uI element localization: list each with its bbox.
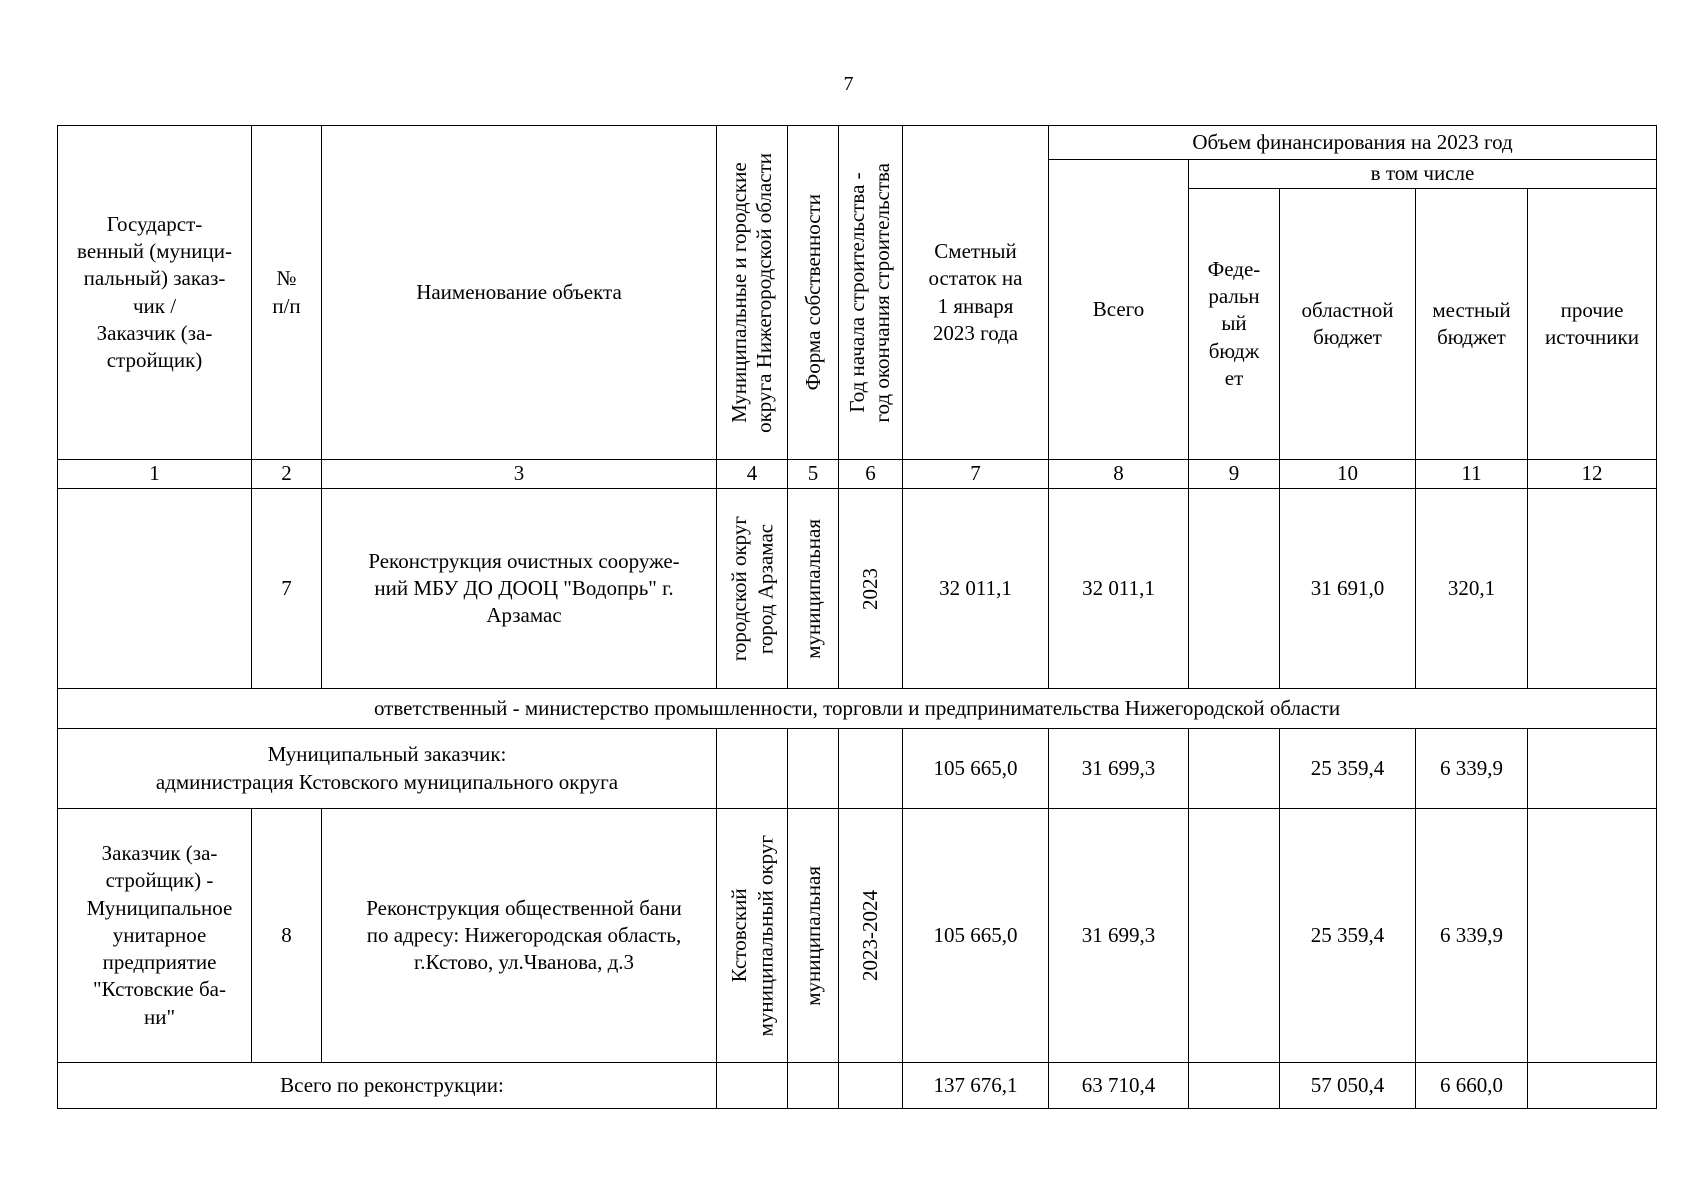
row7-object: Реконструкция очистных сооруже- ний МБУ ДО ДООЦ "Водопрь" г. Арзамас bbox=[322, 489, 717, 689]
row8-federal bbox=[1189, 809, 1280, 1063]
col-num-5: 5 bbox=[788, 460, 839, 489]
header-including: в том числе bbox=[1189, 160, 1657, 189]
financing-table bbox=[57, 125, 1657, 1109]
col-num-1: 1 bbox=[58, 460, 252, 489]
header-federal: Феде- ральн ый бюдж ет bbox=[1189, 189, 1280, 460]
row8-estimate: 105 665,0 bbox=[903, 809, 1049, 1063]
header-years: Год начала строительства - год окончания строительства bbox=[839, 126, 903, 460]
totals-municipality bbox=[717, 1063, 788, 1109]
totals-local: 6 660,0 bbox=[1416, 1063, 1528, 1109]
header-municipalities: Муниципальные и городские округа Нижегородской области bbox=[717, 126, 788, 460]
page-number: 7 bbox=[843, 73, 854, 95]
col-num-12: 12 bbox=[1528, 460, 1657, 489]
municipal-customer-label: Муниципальный заказчик: администрация Кстовского муниципального округа bbox=[58, 729, 717, 809]
row8-object: Реконструкция общественной бани по адресу: Нижегородская область, г.Кстово, ул.Чванова, д.3 bbox=[322, 809, 717, 1063]
mc-total: 31 699,3 bbox=[1049, 729, 1189, 809]
mc-federal bbox=[1189, 729, 1280, 809]
totals-other bbox=[1528, 1063, 1657, 1109]
totals-regional: 57 050,4 bbox=[1280, 1063, 1416, 1109]
row7-local: 320,1 bbox=[1416, 489, 1528, 689]
header-row-1 bbox=[58, 126, 1657, 160]
table-row bbox=[58, 809, 1657, 1063]
totals-years bbox=[839, 1063, 903, 1109]
col-num-9: 9 bbox=[1189, 460, 1280, 489]
row7-num: 7 bbox=[252, 489, 322, 689]
col-num-11: 11 bbox=[1416, 460, 1528, 489]
header-num: № п/п bbox=[252, 126, 322, 460]
row8-regional: 25 359,4 bbox=[1280, 809, 1416, 1063]
row8-num: 8 bbox=[252, 809, 322, 1063]
row7-municipality: городской округ город Арзамас bbox=[717, 489, 788, 689]
header-customer: Государст- венный (муници- пальный) заказ- чик / Заказчик (за- стройщик) bbox=[58, 126, 252, 460]
col-num-6: 6 bbox=[839, 460, 903, 489]
header-object-name: Наименование объекта bbox=[322, 126, 717, 460]
row7-ownership: муниципальная bbox=[788, 489, 839, 689]
header-total: Всего bbox=[1049, 160, 1189, 460]
totals-label: Всего по реконструкции: bbox=[58, 1063, 717, 1109]
mc-local: 6 339,9 bbox=[1416, 729, 1528, 809]
row7-regional: 31 691,0 bbox=[1280, 489, 1416, 689]
row7-estimate: 32 011,1 bbox=[903, 489, 1049, 689]
mc-regional: 25 359,4 bbox=[1280, 729, 1416, 809]
totals-federal bbox=[1189, 1063, 1280, 1109]
row8-customer: Заказчик (за- стройщик) - Муниципальное унитарное предприятие "Кстовские ба- ни" bbox=[58, 809, 252, 1063]
responsible-line: ответственный - министерство промышленности, торговли и предпринимательства Нижегородской области bbox=[58, 689, 1657, 729]
mc-ownership bbox=[788, 729, 839, 809]
column-numbers-row bbox=[58, 460, 1657, 489]
responsible-row bbox=[58, 689, 1657, 729]
header-regional: областной бюджет bbox=[1280, 189, 1416, 460]
row8-years: 2023-2024 bbox=[839, 809, 903, 1063]
row8-municipality: Кстовский муниципальный округ bbox=[717, 809, 788, 1063]
municipal-customer-row bbox=[58, 729, 1657, 809]
row7-federal bbox=[1189, 489, 1280, 689]
row7-customer bbox=[58, 489, 252, 689]
col-num-8: 8 bbox=[1049, 460, 1189, 489]
header-estimate: Сметный остаток на 1 января 2023 года bbox=[903, 126, 1049, 460]
col-num-7: 7 bbox=[903, 460, 1049, 489]
col-num-4: 4 bbox=[717, 460, 788, 489]
totals-total: 63 710,4 bbox=[1049, 1063, 1189, 1109]
row7-other bbox=[1528, 489, 1657, 689]
col-num-3: 3 bbox=[322, 460, 717, 489]
header-local: местный бюджет bbox=[1416, 189, 1528, 460]
mc-municipality bbox=[717, 729, 788, 809]
mc-estimate: 105 665,0 bbox=[903, 729, 1049, 809]
table-row bbox=[58, 489, 1657, 689]
totals-row bbox=[58, 1063, 1657, 1109]
row8-ownership: муниципальная bbox=[788, 809, 839, 1063]
col-num-2: 2 bbox=[252, 460, 322, 489]
header-funding-title: Объем финансирования на 2023 год bbox=[1049, 126, 1657, 160]
header-ownership: Форма собственности bbox=[788, 126, 839, 460]
totals-estimate: 137 676,1 bbox=[903, 1063, 1049, 1109]
totals-ownership bbox=[788, 1063, 839, 1109]
row7-total: 32 011,1 bbox=[1049, 489, 1189, 689]
row8-local: 6 339,9 bbox=[1416, 809, 1528, 1063]
row8-total: 31 699,3 bbox=[1049, 809, 1189, 1063]
header-other: прочие источники bbox=[1528, 189, 1657, 460]
row8-other bbox=[1528, 809, 1657, 1063]
row7-years: 2023 bbox=[839, 489, 903, 689]
col-num-10: 10 bbox=[1280, 460, 1416, 489]
mc-years bbox=[839, 729, 903, 809]
mc-other bbox=[1528, 729, 1657, 809]
